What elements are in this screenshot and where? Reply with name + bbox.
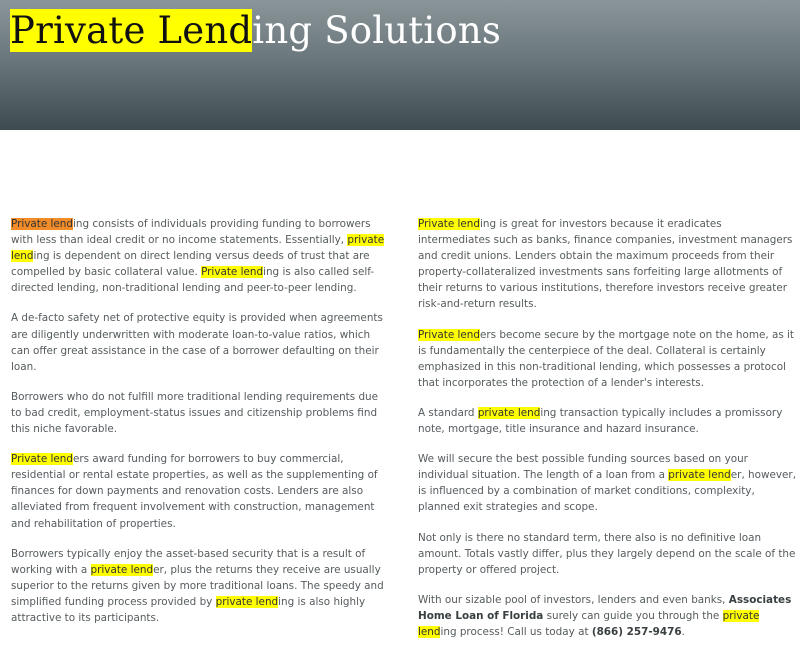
text: Borrowers typically enjoy the asset-based security that is a result of working with a xyxy=(11,547,366,576)
search-highlight: private lend xyxy=(418,609,760,638)
text: We will secure the best possible funding sources based on your individual situation. The length of a loan from a xyxy=(418,453,748,482)
search-highlight: Private lend xyxy=(418,218,480,230)
text: ing is also called self-directed lending, non-traditional lending and peer-to-peer lending. xyxy=(11,266,375,295)
text: With our sizable pool of investors, lenders and even banks, xyxy=(418,593,729,606)
text: ers award funding for borrowers to buy commercial, residential or rental estate properties, as well as the supplementing of finances for down payments and renovation costs. Lenders are also alleviated from frequent involvement with construction, management and rehabilitation of properties. xyxy=(11,453,378,530)
title-search-highlight: Private Lend xyxy=(10,9,253,52)
text: ing process! Call us today at xyxy=(440,625,592,638)
search-highlight: Private lend xyxy=(201,266,264,279)
search-highlight: private lend xyxy=(11,234,385,263)
text: ing is great for investors because it eradicates intermediates such as banks, finance companies, investment managers and credit unions. Lenders obtain the maximum proceeds from their property-collateralized investments sans forfeiting large allotments of their returns to various institutions, therefore investors receive greater risk-and-return results. xyxy=(418,218,793,311)
text: ing is also highly attractive to its participants. xyxy=(11,595,366,624)
search-highlight: private lend xyxy=(215,595,279,608)
paragraph-left-1 xyxy=(11,216,389,296)
search-highlight: private lend xyxy=(90,563,154,576)
left-column xyxy=(11,216,389,640)
paragraph-right-2 xyxy=(418,327,796,391)
paragraph-right-6 xyxy=(418,592,796,640)
search-highlight: private lend xyxy=(477,406,541,419)
paragraph-left-2: A de-facto safety net of protective equity is provided when agreements are diligently underwritten with moderate loan-to-value ratios, which can offer great assistance in the case of a borrower defaulting on their loan. xyxy=(11,312,383,373)
paragraph-right-5: Not only is there no standard term, there also is no definitive loan amount. Totals vastly differ, plus they largely depend on the scale of the property or offered project. xyxy=(418,531,796,576)
phone-number: (866) 257-9476 xyxy=(591,625,682,638)
right-column xyxy=(418,216,796,654)
paragraph-left-5 xyxy=(11,546,389,626)
text: . xyxy=(681,625,685,638)
page-title xyxy=(10,6,501,56)
text: ing transaction typically includes a promissory note, mortgage, title insurance and hazard insurance. xyxy=(418,406,783,436)
paragraph-right-4 xyxy=(418,451,796,515)
text: ing is dependent on direct lending versus deeds of trust that are compelled by basic collateral value. xyxy=(11,250,370,279)
text: surely can guide you through the xyxy=(543,609,723,622)
text: ers become secure by the mortgage note on the home, as it is fundamentally the centerpiece of the deal. Collateral is certainly emphasized in this non-traditional lending, which possesses a protocol that incorporates the protection of a lender's interests. xyxy=(418,328,795,389)
text: A standard xyxy=(418,406,478,419)
paragraph-left-3: Borrowers who do not fulfill more traditional lending requirements due to bad credit, employment-status issues and citizenship problems find this niche favorable. xyxy=(11,390,379,436)
search-highlight: Private lend xyxy=(11,453,73,466)
search-highlight: private lend xyxy=(668,469,731,482)
paragraph-right-1 xyxy=(418,216,796,313)
text: ing consists of individuals providing funding to borrowers with less than ideal credit or no income statements. Essentially, xyxy=(11,218,371,247)
search-highlight: Private lend xyxy=(418,328,480,341)
paragraph-right-3 xyxy=(418,405,796,437)
text: er, plus the returns they receive are usually superior to the returns given by more traditional loans. The speedy and simplified funding process provided by xyxy=(11,563,384,608)
text: er, however, is influenced by a combination of market conditions, complexity, planned exit strategies and scope. xyxy=(418,469,797,514)
title-rest: ing Solutions xyxy=(252,9,502,52)
company-name: Associates Home Loan of Florida xyxy=(418,593,792,622)
search-highlight-active: Private lend xyxy=(11,218,73,230)
paragraph-left-4 xyxy=(11,451,389,531)
hero-banner xyxy=(0,0,800,130)
